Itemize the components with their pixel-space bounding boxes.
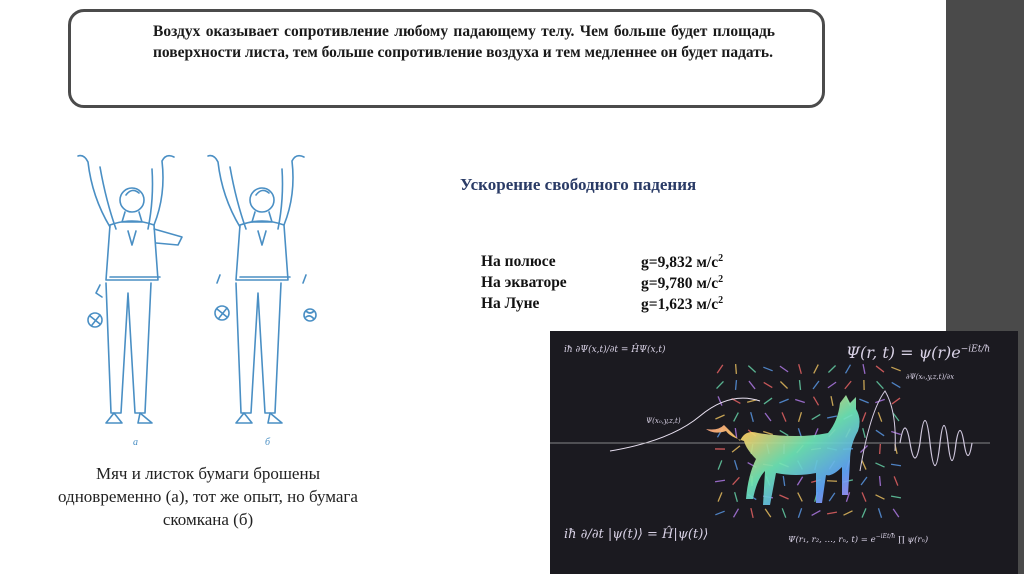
field-arrow (765, 509, 771, 517)
field-arrow (748, 366, 755, 373)
field-arrow (862, 460, 866, 469)
field-arrow (891, 431, 901, 434)
figure-label-a: а (133, 437, 138, 448)
field-arrow (893, 509, 899, 517)
field-arrow (764, 382, 773, 387)
gravity-row-pole (481, 253, 723, 274)
field-arrow (735, 492, 738, 502)
field-arrow (891, 367, 900, 371)
gravity-row-moon (481, 295, 723, 316)
field-arrow (735, 428, 736, 438)
field-arrow (813, 381, 819, 389)
field-arrow (876, 495, 885, 499)
place-label: На экваторе (481, 274, 567, 291)
field-arrow (845, 381, 851, 389)
field-arrow (749, 381, 755, 389)
field-arrow (876, 366, 884, 372)
callout-box (68, 9, 825, 108)
field-arrow (735, 460, 738, 470)
field-arrow (779, 495, 788, 499)
field-arrow (751, 412, 754, 422)
boy-figure-a (78, 156, 182, 423)
field-arrow (827, 416, 837, 418)
field-arrow (891, 464, 901, 465)
field-arrow (733, 477, 740, 484)
field-arrow (828, 382, 836, 388)
field-arrow (798, 508, 801, 517)
field-arrow (798, 493, 803, 502)
gravity-row-equator (481, 274, 723, 295)
field-arrow (782, 508, 786, 517)
field-arrow (780, 382, 787, 389)
field-arrow (717, 381, 724, 388)
field-arrow (813, 397, 818, 406)
field-arrow (877, 381, 884, 388)
field-arrow (880, 476, 881, 486)
field-arrow (814, 365, 819, 374)
field-arrow (764, 398, 772, 404)
field-arrow (732, 446, 740, 452)
field-arrow (878, 412, 881, 421)
field-arrow (780, 366, 788, 372)
field-arrow (876, 430, 884, 436)
field-arrow (782, 412, 786, 421)
field-arrow (717, 365, 723, 373)
field-arrow (799, 364, 802, 374)
field-arrow (831, 396, 833, 406)
wavefunction-label-left: Ψ(x₀,y,z,t) (646, 417, 681, 425)
field-arrow (734, 509, 739, 518)
field-arrow (765, 413, 771, 421)
field-arrow (894, 476, 898, 485)
field-arrow (863, 364, 865, 374)
field-arrow (827, 512, 837, 514)
field-arrow (861, 477, 867, 485)
field-arrow (859, 399, 868, 403)
field-arrow (736, 364, 737, 374)
field-arrow (715, 511, 724, 515)
field-arrow (736, 380, 737, 390)
figure-caption: Мяч и листок бумаги брошены одновременно (а), тот же опыт, но бумага скомкана (б) (58, 464, 358, 529)
field-arrow (718, 492, 722, 501)
field-arrow (892, 382, 901, 387)
gravity-value: g=1,623 $м/с^2$ (641, 295, 724, 314)
field-arrow (812, 511, 821, 516)
schrodinger-cat-image (550, 331, 1018, 574)
field-arrow (892, 398, 900, 404)
field-arrow (891, 496, 901, 498)
figure-label-b: б (265, 437, 271, 448)
field-arrow (780, 430, 789, 435)
gravity-table (481, 253, 723, 316)
field-arrow (862, 412, 866, 421)
boys-illustration (70, 145, 332, 460)
gravity-value: g=9,780 $м/с^2$ (641, 274, 724, 293)
field-arrow (718, 460, 722, 469)
gravity-value: g=9,832 $м/с^2$ (641, 253, 724, 272)
field-arrow (715, 480, 725, 482)
field-arrow (863, 428, 866, 438)
schrodinger-eq-bottom-left: iħ ∂/∂t |ψ(t)⟩ = Ĥ|ψ(t)⟩ (564, 527, 709, 542)
field-arrow (715, 415, 724, 419)
place-label: На полюсе (481, 253, 556, 270)
field-arrow (846, 365, 851, 374)
field-arrow (797, 477, 802, 486)
field-arrow (862, 492, 866, 501)
callout-text: Воздух оказывает сопротивление любому падающему телу. Чем больше будет площадь поверхности листа, тем больше сопротивление воздуха и тем медленнее он будет падать. (153, 23, 775, 61)
field-arrow (843, 511, 852, 515)
cat-silhouette (706, 395, 860, 505)
field-arrow (779, 399, 788, 403)
wavefunction-eq-top-right: Ψ(r, $t) = \psi(r)e^{-iEt/ħ}$ (846, 343, 991, 362)
field-arrow (878, 508, 881, 518)
field-arrow (829, 493, 835, 501)
field-arrow (862, 508, 866, 517)
schrodinger-eq-top-left: iħ ∂Ψ(x,t)/∂t = ĤΨ(x,t) (564, 345, 666, 355)
field-arrow (751, 508, 753, 518)
field-arrow (880, 444, 881, 454)
field-arrow (799, 412, 802, 422)
gravity-heading: Ускорение свободного падения (460, 175, 697, 194)
field-arrow (783, 476, 784, 486)
field-arrow (875, 463, 884, 467)
field-arrow (828, 366, 835, 373)
field-arrow (812, 414, 821, 419)
boy-figure-b (208, 156, 316, 423)
field-arrow (734, 413, 739, 422)
many-body-eq-bottom-right: Ψ(r₁, r₂, …, rₙ, $t) = e^{-iEt/ħ}$ ∏ ψ(rₙ) (788, 533, 929, 545)
field-arrow (763, 367, 772, 371)
field-arrow (799, 380, 800, 390)
place-label: На Луне (481, 295, 540, 312)
partial-derivative-label: ∂Ψ(x₀,y,z,t)/∂x (906, 373, 955, 381)
field-arrow (795, 399, 805, 402)
